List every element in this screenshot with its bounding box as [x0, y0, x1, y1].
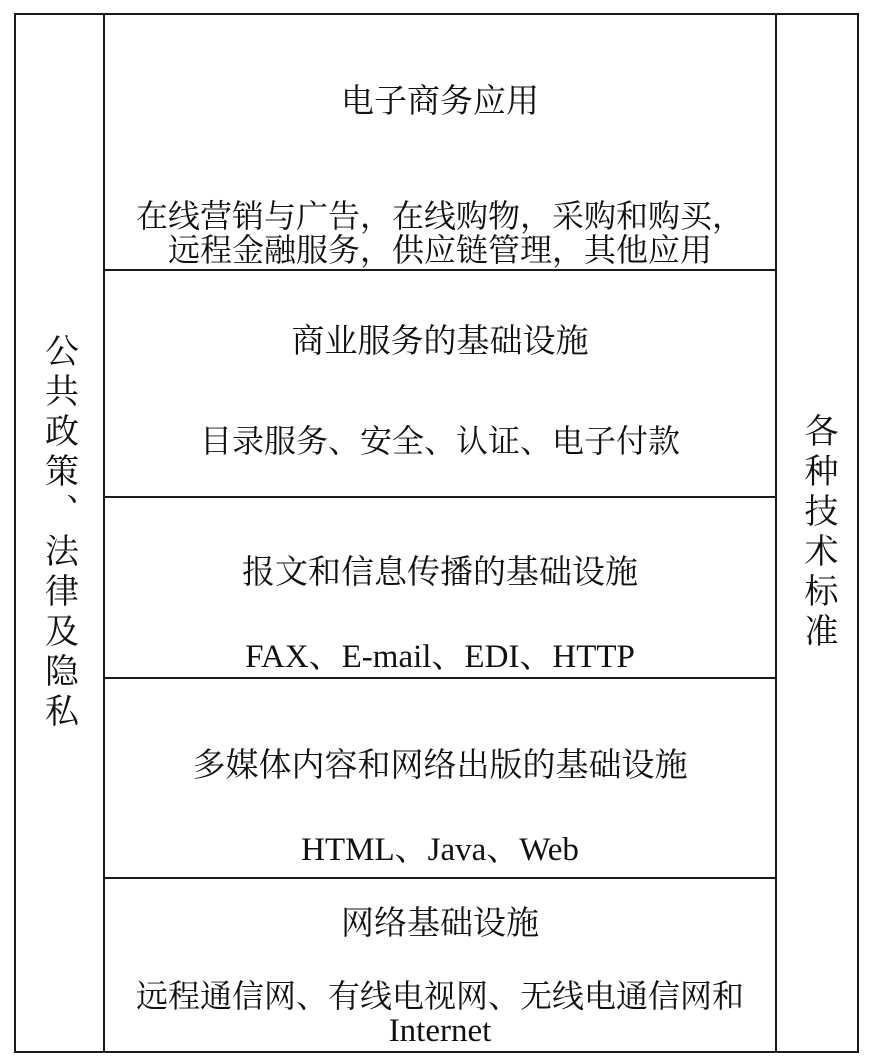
- layer-messaging: [104, 498, 776, 678]
- layer-content-line: HTML、Java、Web: [301, 832, 579, 868]
- left-column: [14, 13, 105, 1053]
- layer-multimedia: [104, 679, 776, 878]
- layer-content-line: FAX、E-mail、EDI、HTTP: [245, 639, 635, 675]
- right-column: [775, 13, 859, 1053]
- layer-content-line: 远程金融服务，供应链管理，其他应用: [167, 231, 712, 269]
- layer-content-line: 远程通信网、有线电视网、无线电通信网和: [135, 977, 744, 1015]
- layer-title: 商业服务的基础设施: [291, 321, 589, 360]
- layer-content-line: 在线营销与广告，在线购物，采购和购买，: [135, 197, 744, 235]
- left-label: 公共政策、法律及隐私: [38, 333, 79, 733]
- layer-network: [104, 879, 776, 1051]
- layer-content-line: Internet: [388, 1013, 492, 1049]
- right-label: 各种技术标准: [798, 413, 838, 653]
- layer-business-services: [104, 271, 776, 497]
- layer-title: 多媒体内容和网络出版的基础设施: [192, 745, 688, 784]
- layer-title: 报文和信息传播的基础设施: [242, 552, 638, 591]
- layer-content-line: 目录服务、安全、认证、电子付款: [199, 422, 680, 460]
- layer-title: 电子商务应用: [341, 81, 539, 120]
- layer-title: 网络基础设施: [341, 903, 539, 942]
- layer-ecommerce-applications: [104, 15, 776, 270]
